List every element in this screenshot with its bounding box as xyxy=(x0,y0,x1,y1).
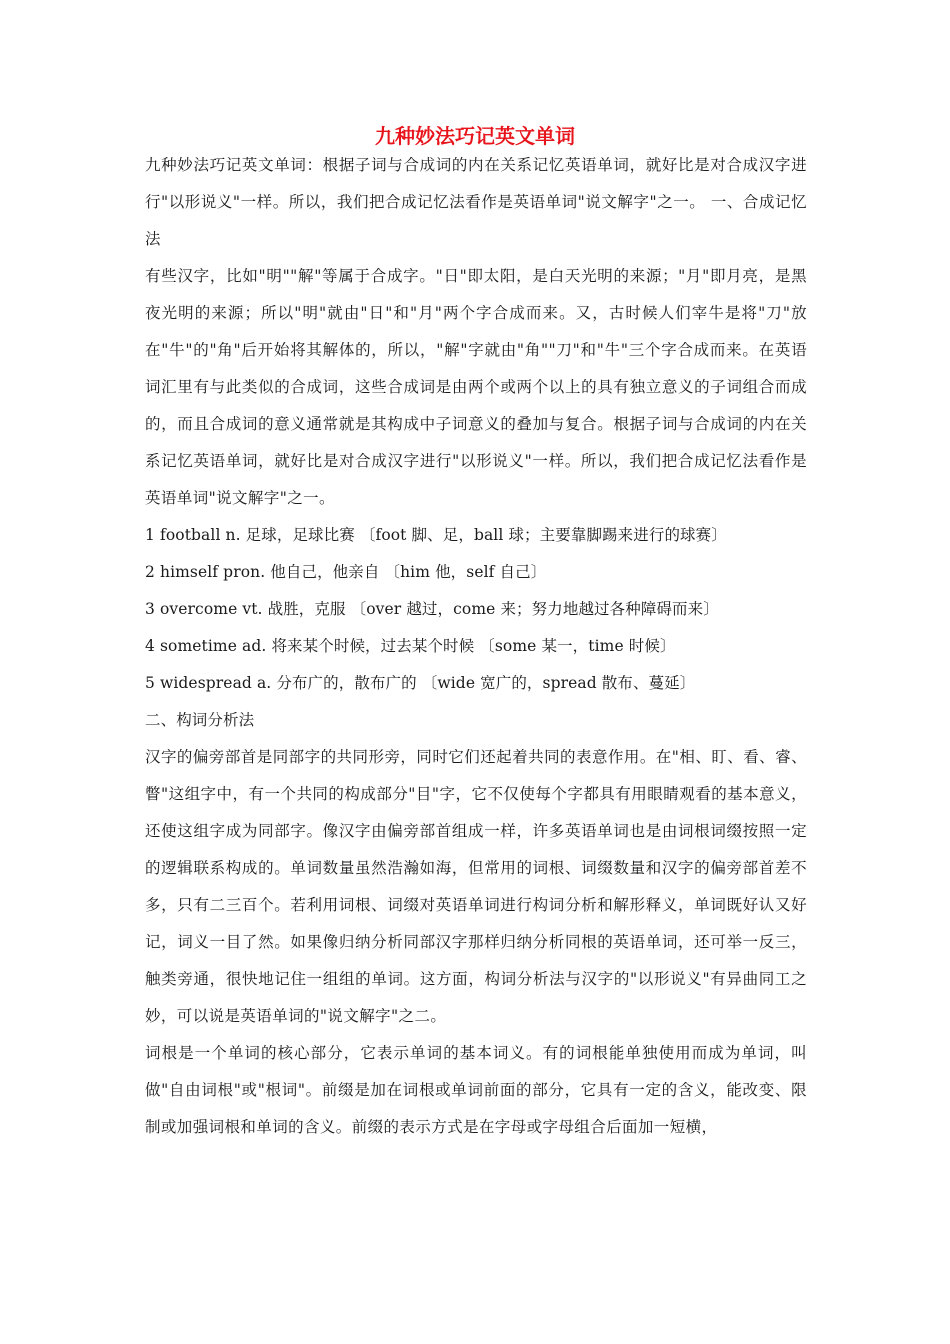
word-list-item: 1 football n. 足球，足球比赛 〔foot 脚、足，ball 球；主要靠脚踢来进行的球赛〕 xyxy=(145,526,727,544)
word-list-item: 4 sometime ad. 将来某个时候，过去某个时候 〔some 某一，time 时候〕 xyxy=(145,637,676,655)
page-title: 九种妙法巧记英文单词 xyxy=(375,124,575,148)
section-heading: 二、构词分析法 xyxy=(145,711,255,729)
word-list-item: 2 himself pron. 他自己，他亲自 〔him 他，self 自己〕 xyxy=(145,563,547,581)
compound-method-paragraph: 有些汉字，比如"明""解"等属于合成字。"日"即太阳，是白天光明的来源；"月"即月亮，是黑夜光明的来源；所以"明"就由"日"和"月"两个字合成而来。又，古时候人们宰牛是将"刀"放在"牛"的"角"后开始将其解体的，所以，"解"字就由"角""刀"和"牛"三个字合成而来。在英语词汇里有与此类似的合成词，这些合成词是由两个或两个以上的具有独立意义的子词组合而成的，而且合成词的意义通常就是其构成中子词意义的叠加与复合。根据子词与合成词的内在关系记忆英语单词，就好比是对合成汉字进行"以形说义"一样。所以，我们把合成记忆法看作是英语单词"说文解字"之一。 xyxy=(145,267,807,507)
word-formation-paragraph: 汉字的偏旁部首是同部字的共同形旁，同时它们还起着共同的表意作用。在"相、盯、看、睿、瞥"这组字中，有一个共同的构成部分"目"字，它不仅使每个字都具有用眼睛观看的基本意义，还使这组字成为同部字。像汉字由偏旁部首组成一样，许多英语单词也是由词根词缀按照一定的逻辑联系构成的。单词数量虽然浩瀚如海，但常用的词根、词缀数量和汉字的偏旁部首差不多，只有二三百个。若利用词根、词缀对英语单词进行构词分析和解形释义，单词既好认又好记，词义一目了然。如果像归纳分析同部汉字那样归纳分析同根的英语单词，还可举一反三，触类旁通，很快地记住一组组的单词。这方面，构词分析法与汉字的"以形说义"有异曲同工之妙，可以说是英语单词的"说文解字"之二。 xyxy=(145,748,807,1025)
intro-paragraph: 九种妙法巧记英文单词：根据子词与合成词的内在关系记忆英语单词，就好比是对合成汉字进行"以形说义"一样。所以，我们把合成记忆法看作是英语单词"说文解字"之一。 一、合成记忆法 xyxy=(145,156,807,248)
document-body xyxy=(145,147,807,1146)
word-list-item: 5 widespread a. 分布广的，散布广的 〔wide 宽广的，spread 散布、蔓延〕 xyxy=(145,674,696,692)
root-definition-paragraph: 词根是一个单词的核心部分，它表示单词的基本词义。有的词根能单独使用而成为单词，叫做"自由词根"或"根词"。前缀是加在词根或单词前面的部分，它具有一定的含义，能改变、限制或加强词根和单词的含义。前缀的表示方式是在字母或字母组合后面加一短横， xyxy=(145,1044,807,1136)
word-list-item: 3 overcome vt. 战胜，克服 〔over 越过，come 来；努力地越过各种障碍而来〕 xyxy=(145,600,719,618)
